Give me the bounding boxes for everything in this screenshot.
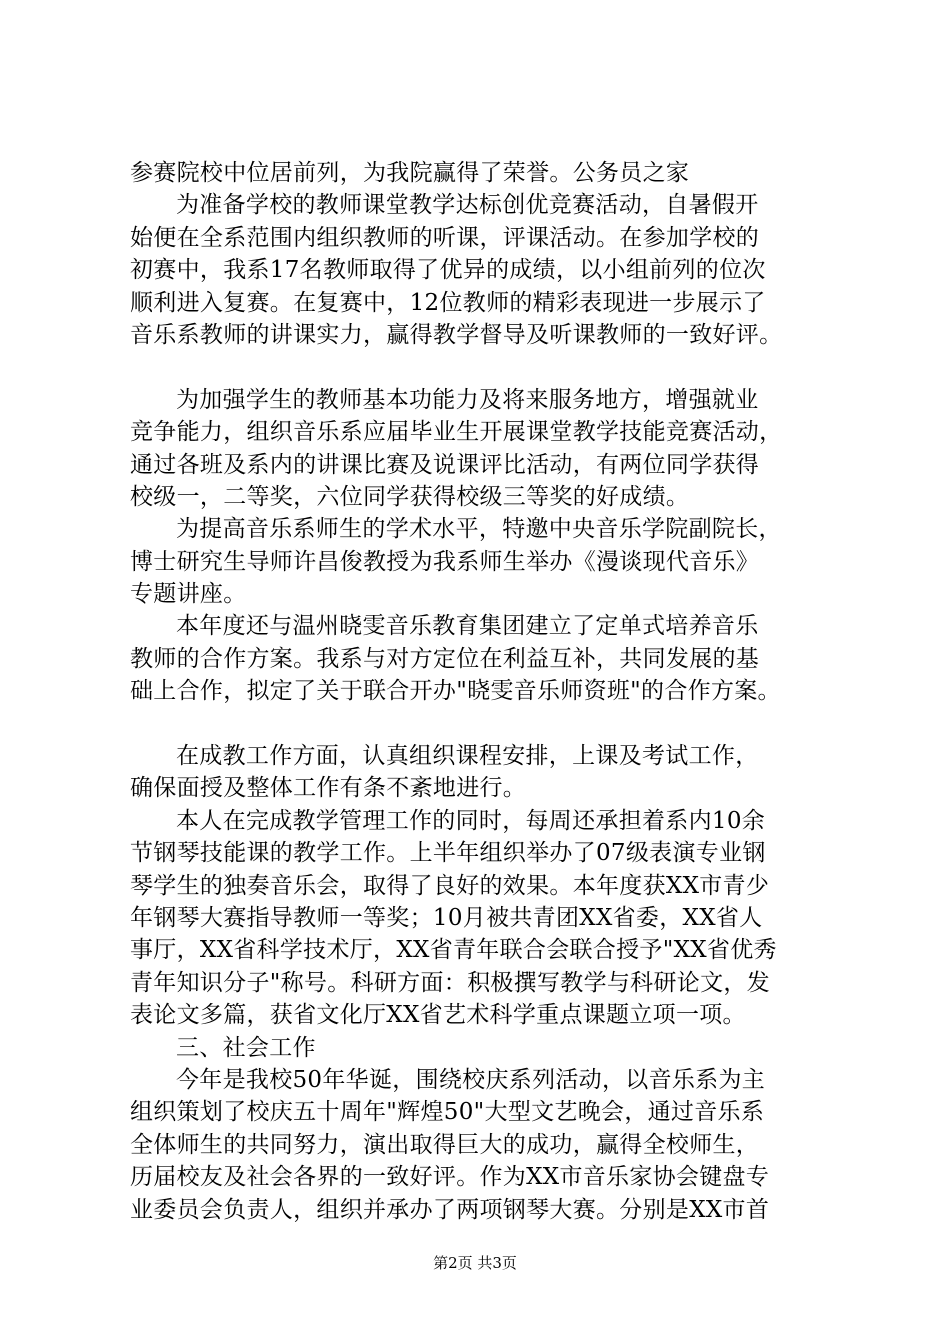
text-line: 青年知识分子"称号。科研方面：积极撰写教学与科研论文，发: [130, 969, 770, 996]
paragraph: [130, 1064, 840, 1226]
text-line: 今年是我校50年华诞，围绕校庆系列活动，以音乐系为主: [176, 1066, 766, 1093]
paragraph: [130, 384, 840, 514]
text-line: 为加强学生的教师基本功能力及将来服务地方，增强就业: [176, 386, 759, 413]
page-footer: 第2页 共3页: [433, 1254, 517, 1272]
text-line: 表论文多篇，获省文化厅XX省艺术科学重点课题立项一项。: [130, 1002, 746, 1029]
text-line: 校级一，二等奖，六位同学获得校级三等奖的好成绩。: [130, 483, 690, 510]
paragraph: [130, 740, 840, 805]
paragraph: [130, 189, 840, 351]
text-line: 在成教工作方面，认真组织课程安排，上课及考试工作，: [176, 743, 759, 770]
text-line: 为提高音乐系师生的学术水平，特邀中央音乐学院副院长，: [176, 516, 782, 543]
text-line: 参赛院校中位居前列，为我院赢得了荣誉。公务员之家: [130, 160, 690, 186]
paragraph: [130, 610, 840, 707]
text-line: 教师的合作方案。我系与对方定位在利益互补，共同发展的基: [130, 645, 760, 672]
text-line: 全体师生的共同努力，演出取得巨大的成功，赢得全校师生，: [130, 1131, 760, 1158]
text-line: 确保面授及整体工作有条不紊地进行。: [130, 775, 527, 802]
text-line: 音乐系教师的讲课实力，赢得教学督导及听课教师的一致好评。: [130, 321, 783, 348]
text-line: 节钢琴技能课的教学工作。上半年组织举办了07级表演专业钢: [130, 840, 766, 867]
paragraph: [130, 157, 840, 189]
paragraph-gap: [130, 708, 840, 740]
text-line: 专题讲座。: [130, 581, 247, 608]
paragraph-gap: [130, 351, 840, 383]
text-line: 琴学生的独奏音乐会，取得了良好的效果。本年度获XX市青少: [130, 872, 770, 899]
text-line: 历届校友及社会各界的一致好评。作为XX市音乐家协会键盘专: [130, 1164, 770, 1191]
text-line: 始便在全系范围内组织教师的听课，评课活动。在参加学校的: [130, 224, 760, 251]
document-body: [130, 157, 840, 1226]
text-line: 本年度还与温州晓雯音乐教育集团建立了定单式培养音乐: [176, 613, 759, 640]
text-line: 年钢琴大赛指导教师一等奖；10月被共青团XX省委，XX省人: [130, 904, 763, 931]
text-line: 初赛中，我系17名教师取得了优异的成绩，以小组前列的位次: [130, 257, 766, 284]
paragraph: [130, 1032, 840, 1064]
text-line: 博士研究生导师许昌俊教授为我系师生举办《漫谈现代音乐》: [130, 548, 760, 575]
text-line: 通过各班及系内的讲课比赛及说课评比活动，有两位同学获得: [130, 451, 760, 478]
text-line: 三、社会工作: [176, 1034, 316, 1061]
text-line: 事厅，XX省科学技术厅，XX省青年联合会联合授予"XX省优秀: [130, 937, 777, 964]
paragraph: [130, 805, 840, 1032]
text-line: 竞争能力，组织音乐系应届毕业生开展课堂教学技能竞赛活动，: [130, 419, 783, 446]
text-line: 业委员会负责人，组织并承办了两项钢琴大赛。分别是XX市首: [130, 1196, 770, 1223]
text-line: 础上合作，拟定了关于联合开办"晓雯音乐师资班"的合作方案。: [130, 678, 781, 705]
text-line: 本人在完成教学管理工作的同时，每周还承担着系内10余: [176, 807, 766, 834]
text-line: 为准备学校的教师课堂教学达标创优竞赛活动，自暑假开: [176, 192, 759, 219]
paragraph: [130, 513, 840, 610]
text-line: 组织策划了校庆五十周年"辉煌50"大型文艺晚会，通过音乐系: [130, 1099, 765, 1126]
text-line: 顺利进入复赛。在复赛中，12位教师的精彩表现进一步展示了: [130, 289, 766, 316]
